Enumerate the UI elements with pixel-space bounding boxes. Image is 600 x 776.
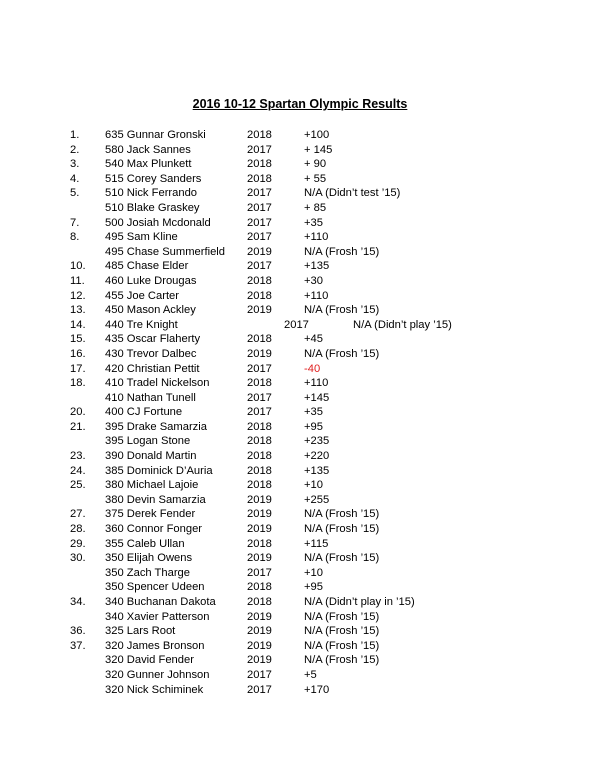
score-change: +220 bbox=[304, 450, 330, 463]
score-change: +110 bbox=[304, 231, 329, 244]
result-row bbox=[0, 332, 600, 347]
rank-number: 3. bbox=[70, 158, 80, 171]
score-and-name: 325 Lars Root bbox=[105, 625, 176, 638]
score-change: N/A (Frosh ’15) bbox=[304, 523, 380, 536]
score-and-name: 515 Corey Sanders bbox=[105, 172, 202, 185]
score-change: N/A (Didn’t play in ’15) bbox=[304, 596, 415, 608]
score-change: -40 bbox=[304, 362, 321, 375]
graduation-year: 2018 bbox=[247, 581, 272, 594]
score-change: +35 bbox=[304, 216, 323, 229]
score-and-name: 440 Tre Knight bbox=[105, 318, 178, 331]
result-row bbox=[0, 420, 600, 435]
score-and-name: 635 Gunnar Gronski bbox=[105, 129, 206, 141]
score-and-name: 340 Xavier Patterson bbox=[105, 610, 210, 623]
score-and-name: 375 Derek Fender bbox=[105, 508, 196, 521]
score-and-name: 540 Max Plunkett bbox=[105, 158, 192, 171]
result-row bbox=[0, 391, 600, 406]
result-row bbox=[0, 522, 600, 537]
graduation-year: 2018 bbox=[247, 537, 272, 550]
result-row bbox=[0, 507, 600, 522]
rank-number: 4. bbox=[70, 172, 80, 185]
score-change: N/A (Frosh ’15) bbox=[304, 654, 380, 667]
rank-number: 36. bbox=[70, 625, 86, 638]
score-change: + 90 bbox=[304, 158, 327, 171]
rank-number: 13. bbox=[70, 304, 86, 317]
rank-number: 29. bbox=[70, 537, 86, 550]
score-change: +100 bbox=[304, 129, 330, 141]
result-row bbox=[0, 464, 600, 479]
rank-number: 24. bbox=[70, 464, 86, 477]
result-row bbox=[0, 434, 600, 449]
score-and-name: 510 Blake Graskey bbox=[105, 201, 200, 214]
result-row bbox=[0, 157, 600, 172]
score-and-name: 450 Mason Ackley bbox=[105, 304, 196, 317]
score-and-name: 320 Gunner Johnson bbox=[105, 668, 210, 681]
graduation-year: 2018 bbox=[247, 274, 272, 287]
result-row bbox=[0, 551, 600, 566]
score-and-name: 350 Elijah Owens bbox=[105, 552, 193, 565]
result-row bbox=[0, 639, 600, 654]
graduation-year: 2018 bbox=[247, 479, 272, 492]
score-and-name: 380 Michael Lajoie bbox=[105, 479, 199, 492]
graduation-year: 2017 bbox=[284, 318, 309, 331]
result-row bbox=[0, 216, 600, 231]
score-change: + 85 bbox=[304, 201, 327, 214]
graduation-year: 2018 bbox=[247, 333, 272, 346]
score-and-name: 485 Chase Elder bbox=[105, 260, 189, 273]
result-row bbox=[0, 537, 600, 552]
score-change: N/A (Frosh ’15) bbox=[304, 610, 380, 623]
graduation-year: 2017 bbox=[247, 187, 272, 200]
result-row bbox=[0, 478, 600, 493]
result-row bbox=[0, 318, 600, 333]
rank-number: 2. bbox=[70, 143, 80, 156]
score-change: + 145 bbox=[304, 143, 333, 156]
result-row bbox=[0, 449, 600, 464]
score-and-name: 410 Tradel Nickelson bbox=[105, 377, 210, 390]
graduation-year: 2017 bbox=[247, 143, 272, 156]
score-and-name: 360 Connor Fonger bbox=[105, 523, 203, 536]
result-row bbox=[0, 580, 600, 595]
result-row bbox=[0, 186, 600, 201]
graduation-year: 2018 bbox=[247, 450, 272, 463]
graduation-year: 2019 bbox=[247, 552, 272, 565]
result-row bbox=[0, 610, 600, 625]
result-row bbox=[0, 172, 600, 187]
result-row bbox=[0, 245, 600, 260]
graduation-year: 2017 bbox=[247, 260, 272, 273]
rank-number: 30. bbox=[70, 552, 86, 565]
result-row bbox=[0, 683, 600, 698]
graduation-year: 2019 bbox=[247, 493, 272, 506]
score-and-name: 580 Jack Sannes bbox=[105, 143, 191, 156]
graduation-year: 2017 bbox=[247, 566, 272, 579]
graduation-year: 2019 bbox=[247, 245, 272, 258]
score-change: N/A (Frosh ’15) bbox=[304, 304, 380, 317]
score-change: +110 bbox=[304, 377, 329, 390]
score-and-name: 385 Dominick D’Auria bbox=[105, 464, 213, 477]
score-change: +145 bbox=[304, 391, 330, 404]
score-and-name: 320 James Bronson bbox=[105, 639, 205, 652]
score-and-name: 355 Caleb Ullan bbox=[105, 537, 185, 550]
score-and-name: 390 Donald Martin bbox=[105, 450, 197, 463]
graduation-year: 2018 bbox=[247, 377, 272, 390]
score-and-name: 455 Joe Carter bbox=[105, 289, 180, 302]
score-change: +235 bbox=[304, 435, 330, 448]
rank-number: 28. bbox=[70, 523, 86, 536]
score-and-name: 350 Spencer Udeen bbox=[105, 581, 205, 594]
rank-number: 15. bbox=[70, 333, 86, 346]
score-and-name: 495 Chase Summerfield bbox=[105, 245, 226, 258]
result-row bbox=[0, 376, 600, 391]
score-and-name: 500 Josiah Mcdonald bbox=[105, 216, 211, 229]
score-change: + 55 bbox=[304, 172, 327, 185]
score-and-name: 410 Nathan Tunell bbox=[105, 391, 196, 404]
score-change: +30 bbox=[304, 274, 323, 287]
score-and-name: 400 CJ Fortune bbox=[105, 406, 183, 419]
graduation-year: 2018 bbox=[247, 158, 272, 171]
score-and-name: 430 Trevor Dalbec bbox=[105, 347, 197, 360]
result-row bbox=[0, 274, 600, 289]
result-row bbox=[0, 405, 600, 420]
graduation-year: 2019 bbox=[247, 508, 272, 521]
graduation-year: 2019 bbox=[247, 610, 272, 623]
result-row bbox=[0, 201, 600, 216]
rank-number: 12. bbox=[70, 289, 86, 302]
graduation-year: 2018 bbox=[247, 129, 272, 141]
graduation-year: 2019 bbox=[247, 347, 272, 360]
graduation-year: 2018 bbox=[247, 172, 272, 185]
score-change: N/A (Frosh ’15) bbox=[304, 245, 380, 258]
graduation-year: 2018 bbox=[247, 289, 272, 302]
score-change: +35 bbox=[304, 406, 323, 419]
graduation-year: 2017 bbox=[247, 683, 272, 696]
score-change: +115 bbox=[304, 537, 329, 550]
rank-number: 1. bbox=[70, 129, 80, 141]
result-row bbox=[0, 289, 600, 304]
score-change: N/A (Didn’t test ’15) bbox=[304, 187, 401, 200]
score-change: +135 bbox=[304, 464, 330, 477]
score-change: +10 bbox=[304, 566, 323, 579]
rank-number: 37. bbox=[70, 639, 86, 652]
graduation-year: 2018 bbox=[247, 435, 272, 448]
score-and-name: 495 Sam Kline bbox=[105, 231, 178, 244]
result-row bbox=[0, 566, 600, 581]
score-change: N/A (Didn’t play ’15) bbox=[353, 318, 452, 331]
graduation-year: 2019 bbox=[247, 639, 272, 652]
result-row bbox=[0, 347, 600, 362]
result-row bbox=[0, 362, 600, 377]
result-row bbox=[0, 595, 600, 610]
score-change: +95 bbox=[304, 581, 323, 594]
score-change: N/A (Frosh ’15) bbox=[304, 625, 380, 638]
graduation-year: 2019 bbox=[247, 523, 272, 536]
result-row bbox=[0, 303, 600, 318]
score-change: +135 bbox=[304, 260, 330, 273]
rank-number: 14. bbox=[70, 318, 86, 331]
graduation-year: 2019 bbox=[247, 654, 272, 667]
rank-number: 5. bbox=[70, 187, 80, 200]
score-change: +95 bbox=[304, 420, 323, 433]
result-row bbox=[0, 230, 600, 245]
score-change: N/A (Frosh ’15) bbox=[304, 508, 380, 521]
rank-number: 34. bbox=[70, 596, 86, 608]
rank-number: 27. bbox=[70, 508, 86, 521]
rank-number: 16. bbox=[70, 347, 86, 360]
result-row bbox=[0, 128, 600, 143]
results-list bbox=[0, 128, 600, 697]
score-and-name: 395 Drake Samarzia bbox=[105, 420, 207, 433]
graduation-year: 2018 bbox=[247, 596, 272, 608]
score-change: N/A (Frosh ’15) bbox=[304, 552, 380, 565]
score-change: +5 bbox=[304, 668, 317, 681]
result-row bbox=[0, 624, 600, 639]
graduation-year: 2017 bbox=[247, 391, 272, 404]
score-and-name: 420 Christian Pettit bbox=[105, 362, 200, 375]
rank-number: 17. bbox=[70, 362, 86, 375]
result-row bbox=[0, 143, 600, 158]
score-and-name: 320 Nick Schiminek bbox=[105, 683, 204, 696]
score-change: N/A (Frosh ’15) bbox=[304, 639, 380, 652]
rank-number: 8. bbox=[70, 231, 80, 244]
page-title: 2016 10-12 Spartan Olympic Results bbox=[192, 97, 408, 111]
graduation-year: 2017 bbox=[247, 216, 272, 229]
graduation-year: 2019 bbox=[247, 304, 272, 317]
rank-number: 25. bbox=[70, 479, 86, 492]
score-change: +45 bbox=[304, 333, 323, 346]
rank-number: 10. bbox=[70, 260, 86, 273]
graduation-year: 2017 bbox=[247, 201, 272, 214]
score-and-name: 460 Luke Drougas bbox=[105, 274, 197, 287]
score-and-name: 380 Devin Samarzia bbox=[105, 493, 206, 506]
score-change: +255 bbox=[304, 493, 330, 506]
graduation-year: 2017 bbox=[247, 362, 272, 375]
rank-number: 23. bbox=[70, 450, 86, 463]
rank-number: 21. bbox=[70, 420, 86, 433]
score-change: N/A (Frosh ’15) bbox=[304, 347, 380, 360]
graduation-year: 2018 bbox=[247, 420, 272, 433]
result-row bbox=[0, 493, 600, 508]
graduation-year: 2017 bbox=[247, 668, 272, 681]
graduation-year: 2017 bbox=[247, 231, 272, 244]
rank-number: 7. bbox=[70, 216, 80, 229]
score-and-name: 320 David Fender bbox=[105, 654, 194, 667]
score-and-name: 340 Buchanan Dakota bbox=[105, 596, 216, 608]
rank-number: 11. bbox=[70, 274, 85, 287]
graduation-year: 2017 bbox=[247, 406, 272, 419]
score-and-name: 395 Logan Stone bbox=[105, 435, 191, 448]
score-and-name: 350 Zach Tharge bbox=[105, 566, 190, 579]
score-change: +110 bbox=[304, 289, 329, 302]
graduation-year: 2019 bbox=[247, 625, 272, 638]
score-and-name: 510 Nick Ferrando bbox=[105, 187, 198, 200]
result-row bbox=[0, 653, 600, 668]
graduation-year: 2018 bbox=[247, 464, 272, 477]
score-change: +10 bbox=[304, 479, 323, 492]
score-change: +170 bbox=[304, 683, 330, 696]
rank-number: 18. bbox=[70, 377, 86, 390]
rank-number: 20. bbox=[70, 406, 86, 419]
result-row bbox=[0, 259, 600, 274]
score-and-name: 435 Oscar Flaherty bbox=[105, 333, 201, 346]
result-row bbox=[0, 668, 600, 683]
